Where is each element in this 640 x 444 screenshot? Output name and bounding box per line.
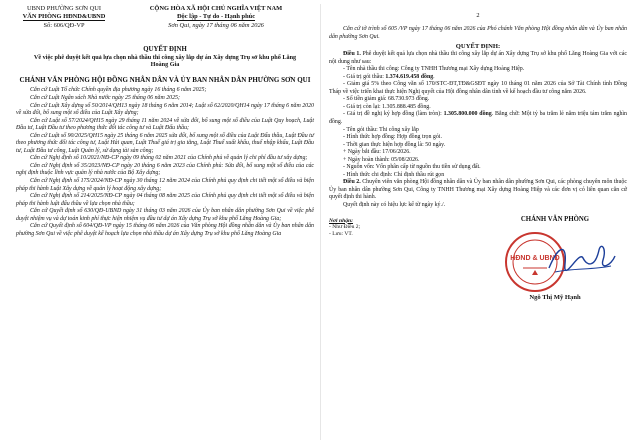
signer-role: CHÁNH VĂN PHÒNG bbox=[520, 215, 590, 223]
agency-name: UBND PHƯỜNG SƠN QUI bbox=[26, 5, 102, 12]
signer-name: Ngô Thị Mỹ Hạnh bbox=[529, 293, 581, 301]
legal-basis-item: Căn cứ Nghị định số 35/2023/NĐ-CP ngày 20 tháng 6 năm 2023 của Chính phủ: Sửa đổi, bổ sung một số điều của các nghị định thuộc lĩnh vực quản lý nhà nước của Bộ Xây dựng; bbox=[16, 162, 314, 177]
document-number: Số: 606/QĐ-VP bbox=[43, 22, 85, 30]
contract-detail-item: + Ngày bắt đầu: 17/06/2026. bbox=[343, 149, 411, 156]
page-number: 2 bbox=[476, 12, 480, 19]
legal-basis-item: Căn cứ Luật Ngân sách Nhà nước ngày 25 tháng 06 năm 2025; bbox=[30, 94, 180, 101]
recipient-item: - Như Điều 2; bbox=[329, 224, 361, 231]
proposed-value-words: . Bằng chữ: Một tỷ ba trăm lẻ năm triệu tám trăm nghìn đồng. bbox=[329, 111, 627, 126]
seal-text: HĐND & UBND bbox=[510, 254, 560, 262]
place-date: Sơn Qui, ngày 17 tháng 06 năm 2026 bbox=[168, 22, 264, 30]
agency-office: VĂN PHÒNG HĐND&UBND bbox=[22, 12, 106, 20]
discount-basis-line: - Giảm giá 5% theo Công văn số 170/STC-ĐT,TĐ&GSĐT ngày 10 tháng 01 năm 2026 của Sở Tài Chính tỉnh Đồng Tháp về việc triển khai thực hiện Nghị quyết của Hội đồng nhân dân tỉnh về kế hoạch đầu tư công năm 2026. bbox=[329, 81, 627, 95]
legal-basis-item: Căn cứ Luật Tổ chức Chính quyền địa phương ngày 16 tháng 6 năm 2025; bbox=[30, 87, 207, 94]
package-value-suffix: . bbox=[433, 73, 435, 80]
contract-detail-item: - Thời gian thực hiện hợp đồng là: 50 ngày. bbox=[343, 141, 446, 148]
article-1-label: Điều 1. bbox=[343, 51, 361, 58]
legal-basis-item: Căn cứ Quyết định số 604/QĐ-VP ngày 15 tháng 06 năm 2026 của Văn phòng Hội đồng nhân dân và Ủy ban nhân dân phường Sơn Qui về việc phê duyệt kế hoạch lựa chọn nhà thầu dự án Xây dựng Trụ sở khu phố Lăng Hoàng Gia bbox=[16, 223, 314, 237]
document-header bbox=[16, 0, 314, 44]
effect-line: Quyết định này có hiệu lực kể từ ngày ký./. bbox=[343, 202, 446, 209]
issuing-authority: CHÁNH VĂN PHÒNG HỘI ĐỒNG NHÂN DÂN VÀ ỦY BAN NHÂN DÂN PHƯỜNG SƠN QUI bbox=[19, 76, 311, 85]
proposed-value-line bbox=[329, 111, 627, 126]
contract-detail-item: - Nguồn vốn: Vốn phân cấp từ nguồn thu tiền sử dụng đất. bbox=[343, 164, 481, 171]
document-subject: Về việc phê duyệt kết quả lựa chọn nhà thầu thi công xây lắp dự án Xây dựng Trụ sở khu phố Lăng Hoàng Gia bbox=[33, 54, 297, 69]
recipients-label: Nơi nhận: bbox=[329, 217, 353, 224]
legal-basis-item: Căn cứ Luật số 57/2024/QH15 ngày 29 tháng 11 năm 2024 về sửa đổi, bổ sung một số điều của Luật Quy hoạch, Luật Đầu tư, Luật Đầu tư theo phương thức đối tác công tư và Luật Đấu thầu; bbox=[16, 117, 314, 132]
document-type: QUYẾT ĐỊNH bbox=[143, 46, 187, 53]
contract-detail-item: - Hình thức hợp đồng: Hợp đồng trọn gói. bbox=[343, 134, 442, 141]
article-2-text: Chuyên viên văn phòng Hội đồng nhân dân và Ủy ban nhân dân phường Sơn Qui, các phòng chuyên môn thuộc Ủy ban nhân dân phường Sơn Qui, Công ty TNHH Thương mại Xây dựng Hoàng Hiệp và các đơn vị có liên quan căn cứ quyết định thi hành. bbox=[329, 179, 627, 201]
legal-basis-list bbox=[16, 87, 314, 238]
handwritten-signature-icon bbox=[545, 238, 617, 278]
contractor-line: - Tên nhà thầu thi công: Công ty TNHH Thương mại Xây dựng Hoàng Hiệp. bbox=[343, 66, 525, 73]
recipients bbox=[329, 218, 360, 238]
contract-detail-item: - Tên gói thầu: Thi công xây lắp bbox=[343, 126, 419, 133]
article-2-label: Điều 2. bbox=[343, 179, 361, 186]
page-two bbox=[329, 0, 627, 330]
contract-detail-item: + Ngày hoàn thành: 05/08/2026. bbox=[343, 156, 420, 163]
article-2 bbox=[329, 179, 627, 202]
signature-block bbox=[329, 210, 627, 330]
signer bbox=[485, 215, 625, 301]
decides-heading: QUYẾT ĐỊNH: bbox=[455, 43, 501, 51]
legal-basis-item: Căn cứ Nghị định số 10/2021/NĐ-CP ngày 09 tháng 02 năm 2021 của Chính phủ về quản lý chi phí đầu tư xây dựng; bbox=[30, 155, 308, 162]
legal-basis-item: Căn cứ Nghị định số 214/2025/NĐ-CP ngày 04 tháng 08 năm 2025 của Chính phủ quy định chi tiết một số điều và biện pháp thi hành luật đấu thầu về lựa chọn nhà thầu; bbox=[16, 193, 314, 207]
legal-basis-item: Căn cứ Nghị định số 175/2024/NĐ-CP ngày 30 tháng 12 năm 2024 của Chính phủ quy định chi tiết một số điều và biện pháp thi hành Luật Xây dựng về quản lý hoạt động xây dựng; bbox=[16, 177, 314, 192]
agency-block bbox=[16, 5, 112, 30]
proposal-basis: Căn cứ tờ trình số 605 /VP ngày 17 tháng 06 năm 2026 của Phó chánh Văn phòng Hội đồng nhân dân và Ủy ban nhân dân phường Sơn Qui. bbox=[329, 26, 627, 40]
page-one bbox=[16, 0, 314, 238]
legal-basis-item: Căn cứ Quyết định số 630/QĐ-UBND ngày 31 tháng 03 năm 2026 của Ủy ban nhân dân phường Sơn Qui về việc phê duyệt nhiệm vụ và dự toán kinh phí thực hiện nhiệm vụ đầu tư dự án Xây dựng Trụ sở khu phố Lăng Hoàng Gia; bbox=[16, 208, 314, 222]
national-block bbox=[118, 5, 314, 30]
remaining-value-line: - Giá trị còn lại: 1.305.888.485 đồng. bbox=[343, 103, 431, 110]
article-1 bbox=[329, 51, 627, 66]
legal-basis-item: Căn cứ Luật số 90/2025/QH15 ngày 25 tháng 6 năm 2025 sửa đổi, bổ sung một số điều của Luật Đấu thầu, Luật Đầu tư theo phương thức đối tác công tư, Luật Hải quan, Luật Thuế giá trị gia tăng, Luật Thuế xuất khẩu, thuế nhập khẩu, Luật Đầu tư, Luật Đầu tư công, Luật Quản lý, sử dụng tài sản công; bbox=[16, 132, 314, 154]
recipient-item: - Lưu: VT. bbox=[329, 230, 353, 237]
proposed-value-amount: 1.305.800.000 đồng bbox=[443, 111, 492, 118]
package-value-amount: 1.374.619.458 đồng bbox=[385, 73, 434, 80]
discount-amount-line: - Số tiền giảm giá: 68.730.973 đồng. bbox=[343, 96, 430, 103]
legal-basis-item: Căn cứ Luật Xây dựng số 50/2014/QH13 ngày 18 tháng 6 năm 2014; Luật số 62/2020/QH14 ngày 17 tháng 6 năm 2020 về sửa đổi, bổ sung một số điều của Luật Xây dựng; bbox=[16, 102, 314, 117]
proposed-value-label: - Giá trị đề nghị ký hợp đồng (làm tròn): bbox=[343, 111, 444, 118]
page-divider bbox=[320, 4, 321, 440]
package-value-label: - Giá trị gói thầu: bbox=[343, 73, 386, 80]
contract-details bbox=[329, 127, 627, 180]
motto: Độc lập - Tự do - Hạnh phúc bbox=[176, 12, 256, 20]
contract-detail-item: - Hình thức chi định: Chỉ định thầu rút gọn bbox=[343, 171, 445, 178]
article-1-text: Phê duyệt kết quả lựa chọn nhà thầu thi công xây lắp dự án Xây dựng Trụ sở khu phố Lăng Hoàng Gia với các nội dung như sau: bbox=[329, 51, 627, 65]
republic-line: CỘNG HÒA XÃ HỘI CHỦ NGHĨA VIỆT NAM bbox=[149, 5, 283, 12]
